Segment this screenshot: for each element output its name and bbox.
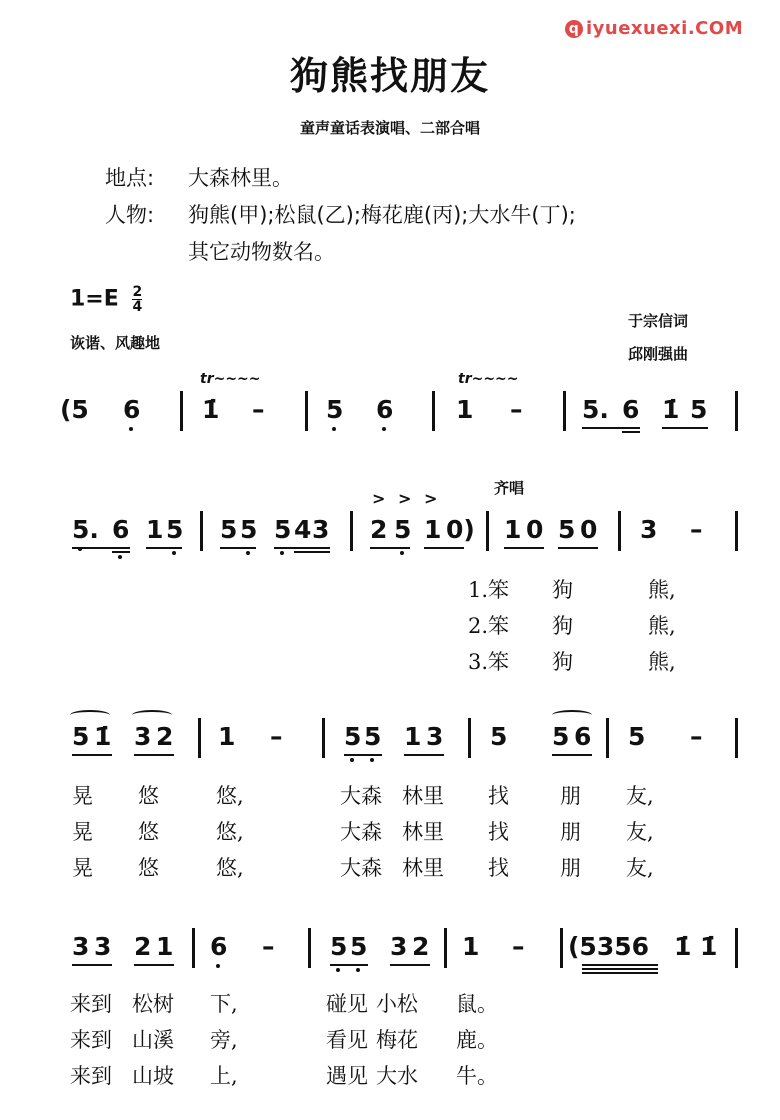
lyric: 来到: [70, 1064, 112, 1088]
lyric: 遇见: [326, 1064, 368, 1088]
underline: [558, 547, 598, 549]
note: 3: [390, 932, 408, 961]
underline: [344, 754, 382, 756]
time-signature: [132, 285, 142, 314]
people-more: 其它动物数名。: [188, 240, 335, 264]
slur: [70, 710, 110, 720]
note: (5: [60, 395, 89, 424]
lyric: 晃: [72, 820, 93, 844]
lyric-verse-2: 2.笨: [468, 614, 510, 638]
lyric: 狗: [552, 578, 573, 602]
note: 5: [274, 515, 292, 544]
time-top: 2: [132, 284, 143, 300]
lyric: 晃: [72, 784, 93, 808]
underline: [134, 754, 174, 756]
barline: [560, 928, 563, 968]
lyric: 友,: [626, 856, 654, 880]
key-text: 1=E: [70, 286, 119, 312]
lyric: 熊,: [648, 614, 676, 638]
lyric: 大水: [376, 1064, 418, 1088]
note: 5: [344, 722, 362, 751]
note: 3: [72, 932, 90, 961]
barline: [468, 718, 471, 758]
score-line-1: [0, 371, 780, 445]
note: 1: [156, 932, 174, 961]
underline: [72, 964, 112, 966]
underline: [662, 427, 708, 429]
underline: [370, 547, 410, 549]
note: 5: [72, 722, 90, 751]
composer: 邱刚强曲: [628, 345, 689, 363]
song-title: 狗熊找朋友: [289, 54, 490, 98]
people-value: 狗熊(甲);松鼠(乙);梅花鹿(丙);大水牛(丁);: [188, 203, 576, 227]
note: 6: [112, 515, 130, 544]
slur: [552, 710, 592, 720]
note: 6: [210, 932, 228, 961]
place-value: 大森林里。: [188, 166, 293, 190]
note: 0: [580, 515, 598, 544]
accent-mark: >: [398, 489, 412, 508]
underline: [220, 547, 256, 549]
accent-mark: >: [424, 489, 438, 508]
slur: [132, 710, 172, 720]
low-octave-dot: [280, 551, 284, 555]
note: 1̇: [674, 932, 692, 961]
lyric: 松树: [132, 992, 174, 1016]
logo-icon: q: [565, 20, 583, 38]
lyric: 朋: [560, 784, 581, 808]
lyric: 碰见: [326, 992, 368, 1016]
note: 5: [690, 395, 708, 424]
barline: [618, 511, 621, 551]
lyric: 山溪: [132, 1028, 174, 1052]
note: 0: [526, 515, 544, 544]
barline: [198, 718, 201, 758]
lyric: 友,: [626, 820, 654, 844]
lyric: 大森: [340, 856, 382, 880]
low-octave-dot: [332, 427, 336, 431]
underline: [294, 551, 330, 553]
barline: [432, 391, 435, 431]
lyric: 牛。: [456, 1064, 498, 1088]
watermark-text: iyuexuexi.COM: [586, 18, 744, 39]
lyric: 找: [488, 856, 509, 880]
underline: [112, 551, 130, 553]
lyric: 鼠。: [456, 992, 498, 1016]
low-octave-dot: [400, 551, 404, 555]
note: 3: [134, 722, 152, 751]
low-octave-dot: [172, 551, 176, 555]
note: 5: [558, 515, 576, 544]
lyric: 悠: [138, 784, 159, 808]
note: 2: [412, 932, 430, 961]
lyric: 朋: [560, 820, 581, 844]
note: 2: [134, 932, 152, 961]
barline: [735, 511, 738, 551]
note: 1: [462, 932, 480, 961]
note: 1: [218, 722, 236, 751]
lyric-verse-1: 1.笨: [468, 578, 510, 602]
underline: [582, 427, 640, 429]
lyric: 悠: [138, 820, 159, 844]
watermark-logo: [565, 18, 743, 39]
dash: –: [252, 395, 265, 424]
note: 5: [240, 515, 258, 544]
note: 3: [94, 932, 112, 961]
tempo-marking: 诙谐、风趣地: [70, 334, 161, 352]
score-line-2: [0, 479, 780, 565]
note: 5: [220, 515, 238, 544]
lyric: 找: [488, 784, 509, 808]
note: 3: [312, 515, 330, 544]
lyric: 悠,: [216, 856, 244, 880]
place-label: 地点:: [105, 166, 155, 190]
lyricist: 于宗信词: [628, 312, 689, 330]
score-line-3: [0, 712, 780, 772]
lyric: 大森: [340, 820, 382, 844]
barline: [350, 511, 353, 551]
note: 1̇: [94, 722, 112, 751]
dash: –: [690, 515, 703, 544]
dash: –: [270, 722, 283, 751]
lyric: 梅花: [376, 1028, 418, 1052]
barline: [735, 391, 738, 431]
note-group: (5356: [568, 932, 650, 961]
underline: [274, 547, 330, 549]
lyric: 上,: [210, 1064, 238, 1088]
note: 3: [426, 722, 444, 751]
trill-mark: tr~~~~: [200, 371, 261, 387]
lyric: 下,: [210, 992, 238, 1016]
note: 5: [552, 722, 570, 751]
lyric: 来到: [70, 1028, 112, 1052]
note: 4: [294, 515, 312, 544]
note: 2: [156, 722, 174, 751]
note: 1: [404, 722, 422, 751]
dash: –: [512, 932, 525, 961]
underline: [404, 754, 444, 756]
trill-mark: tr~~~~: [458, 371, 519, 387]
lyric: 看见: [326, 1028, 368, 1052]
note: 5: [490, 722, 508, 751]
lyric: 狗: [552, 650, 573, 674]
note: 6: [574, 722, 592, 751]
barline: [305, 391, 308, 431]
note: 2: [370, 515, 388, 544]
lyric: 悠: [138, 856, 159, 880]
low-octave-dot: [216, 964, 220, 968]
note: 6: [622, 395, 640, 424]
dash: –: [510, 395, 523, 424]
lyric: 大森: [340, 784, 382, 808]
song-subtitle: 童声童话表演唱、二部合唱: [299, 119, 480, 137]
lyric: 熊,: [648, 650, 676, 674]
lyric-verse-3: 3.笨: [468, 650, 510, 674]
barline: [735, 928, 738, 968]
underline: [552, 754, 592, 756]
underline: [330, 964, 368, 966]
people-label: 人物:: [105, 203, 155, 227]
note: 5: [350, 932, 368, 961]
low-octave-dot: [246, 551, 250, 555]
key-signature: [70, 285, 142, 314]
note: 1: [456, 395, 474, 424]
note: 5: [394, 515, 412, 544]
lyric: 旁,: [210, 1028, 238, 1052]
time-bottom: 4: [132, 299, 143, 315]
lyric: 悠,: [216, 784, 244, 808]
barline: [180, 391, 183, 431]
low-octave-dot: [370, 758, 374, 762]
barline: [322, 718, 325, 758]
barline: [444, 928, 447, 968]
underline: [582, 964, 658, 966]
note: 1̇: [700, 932, 718, 961]
low-octave-dot: [350, 758, 354, 762]
barline: [563, 391, 566, 431]
lyric: 林里: [402, 784, 444, 808]
underline: [504, 547, 544, 549]
low-octave-dot: [336, 968, 340, 972]
note: 5: [326, 395, 344, 424]
low-octave-dot: [129, 427, 133, 431]
lyric: 晃: [72, 856, 93, 880]
note: 3: [640, 515, 658, 544]
lyric: 小松: [376, 992, 418, 1016]
low-octave-dot: [356, 968, 360, 972]
note: 6: [376, 395, 394, 424]
note: 5: [628, 722, 646, 751]
note: 5: [330, 932, 348, 961]
underline: [134, 964, 174, 966]
lyric: 找: [488, 820, 509, 844]
underline: [146, 547, 182, 549]
lyric: 来到: [70, 992, 112, 1016]
lyric: 熊,: [648, 578, 676, 602]
lyric: 悠,: [216, 820, 244, 844]
accent-mark: >: [372, 489, 386, 508]
barline: [200, 511, 203, 551]
lyric: 朋: [560, 856, 581, 880]
low-octave-dot: [118, 555, 122, 559]
note: 1: [424, 515, 442, 544]
underline: [72, 547, 130, 549]
lyric: 鹿。: [456, 1028, 498, 1052]
underline: [622, 431, 640, 433]
score-line-4: [0, 922, 780, 982]
low-octave-dot: [382, 427, 386, 431]
barline: [192, 928, 195, 968]
note: 1̇: [662, 395, 680, 424]
underline: [424, 547, 464, 549]
barline: [308, 928, 311, 968]
note: 5.: [582, 395, 609, 424]
underline: [582, 972, 658, 974]
note: 5: [364, 722, 382, 751]
note: 1: [146, 515, 164, 544]
lyric: 友,: [626, 784, 654, 808]
barline: [735, 718, 738, 758]
note: 5.: [72, 515, 99, 544]
lyric: 山坡: [132, 1064, 174, 1088]
lyric: 林里: [402, 820, 444, 844]
dash: –: [262, 932, 275, 961]
lyric: 狗: [552, 614, 573, 638]
note: 5: [166, 515, 184, 544]
dash: –: [690, 722, 703, 751]
note: 1̇: [202, 395, 220, 424]
barline: [486, 511, 489, 551]
note: 6: [123, 395, 141, 424]
note: 0): [446, 515, 475, 544]
underline: [582, 968, 658, 970]
note: 1: [504, 515, 522, 544]
underline: [390, 964, 430, 966]
unison-label: 齐唱: [494, 479, 525, 497]
lyric: 林里: [402, 856, 444, 880]
underline: [72, 754, 112, 756]
barline: [606, 718, 609, 758]
